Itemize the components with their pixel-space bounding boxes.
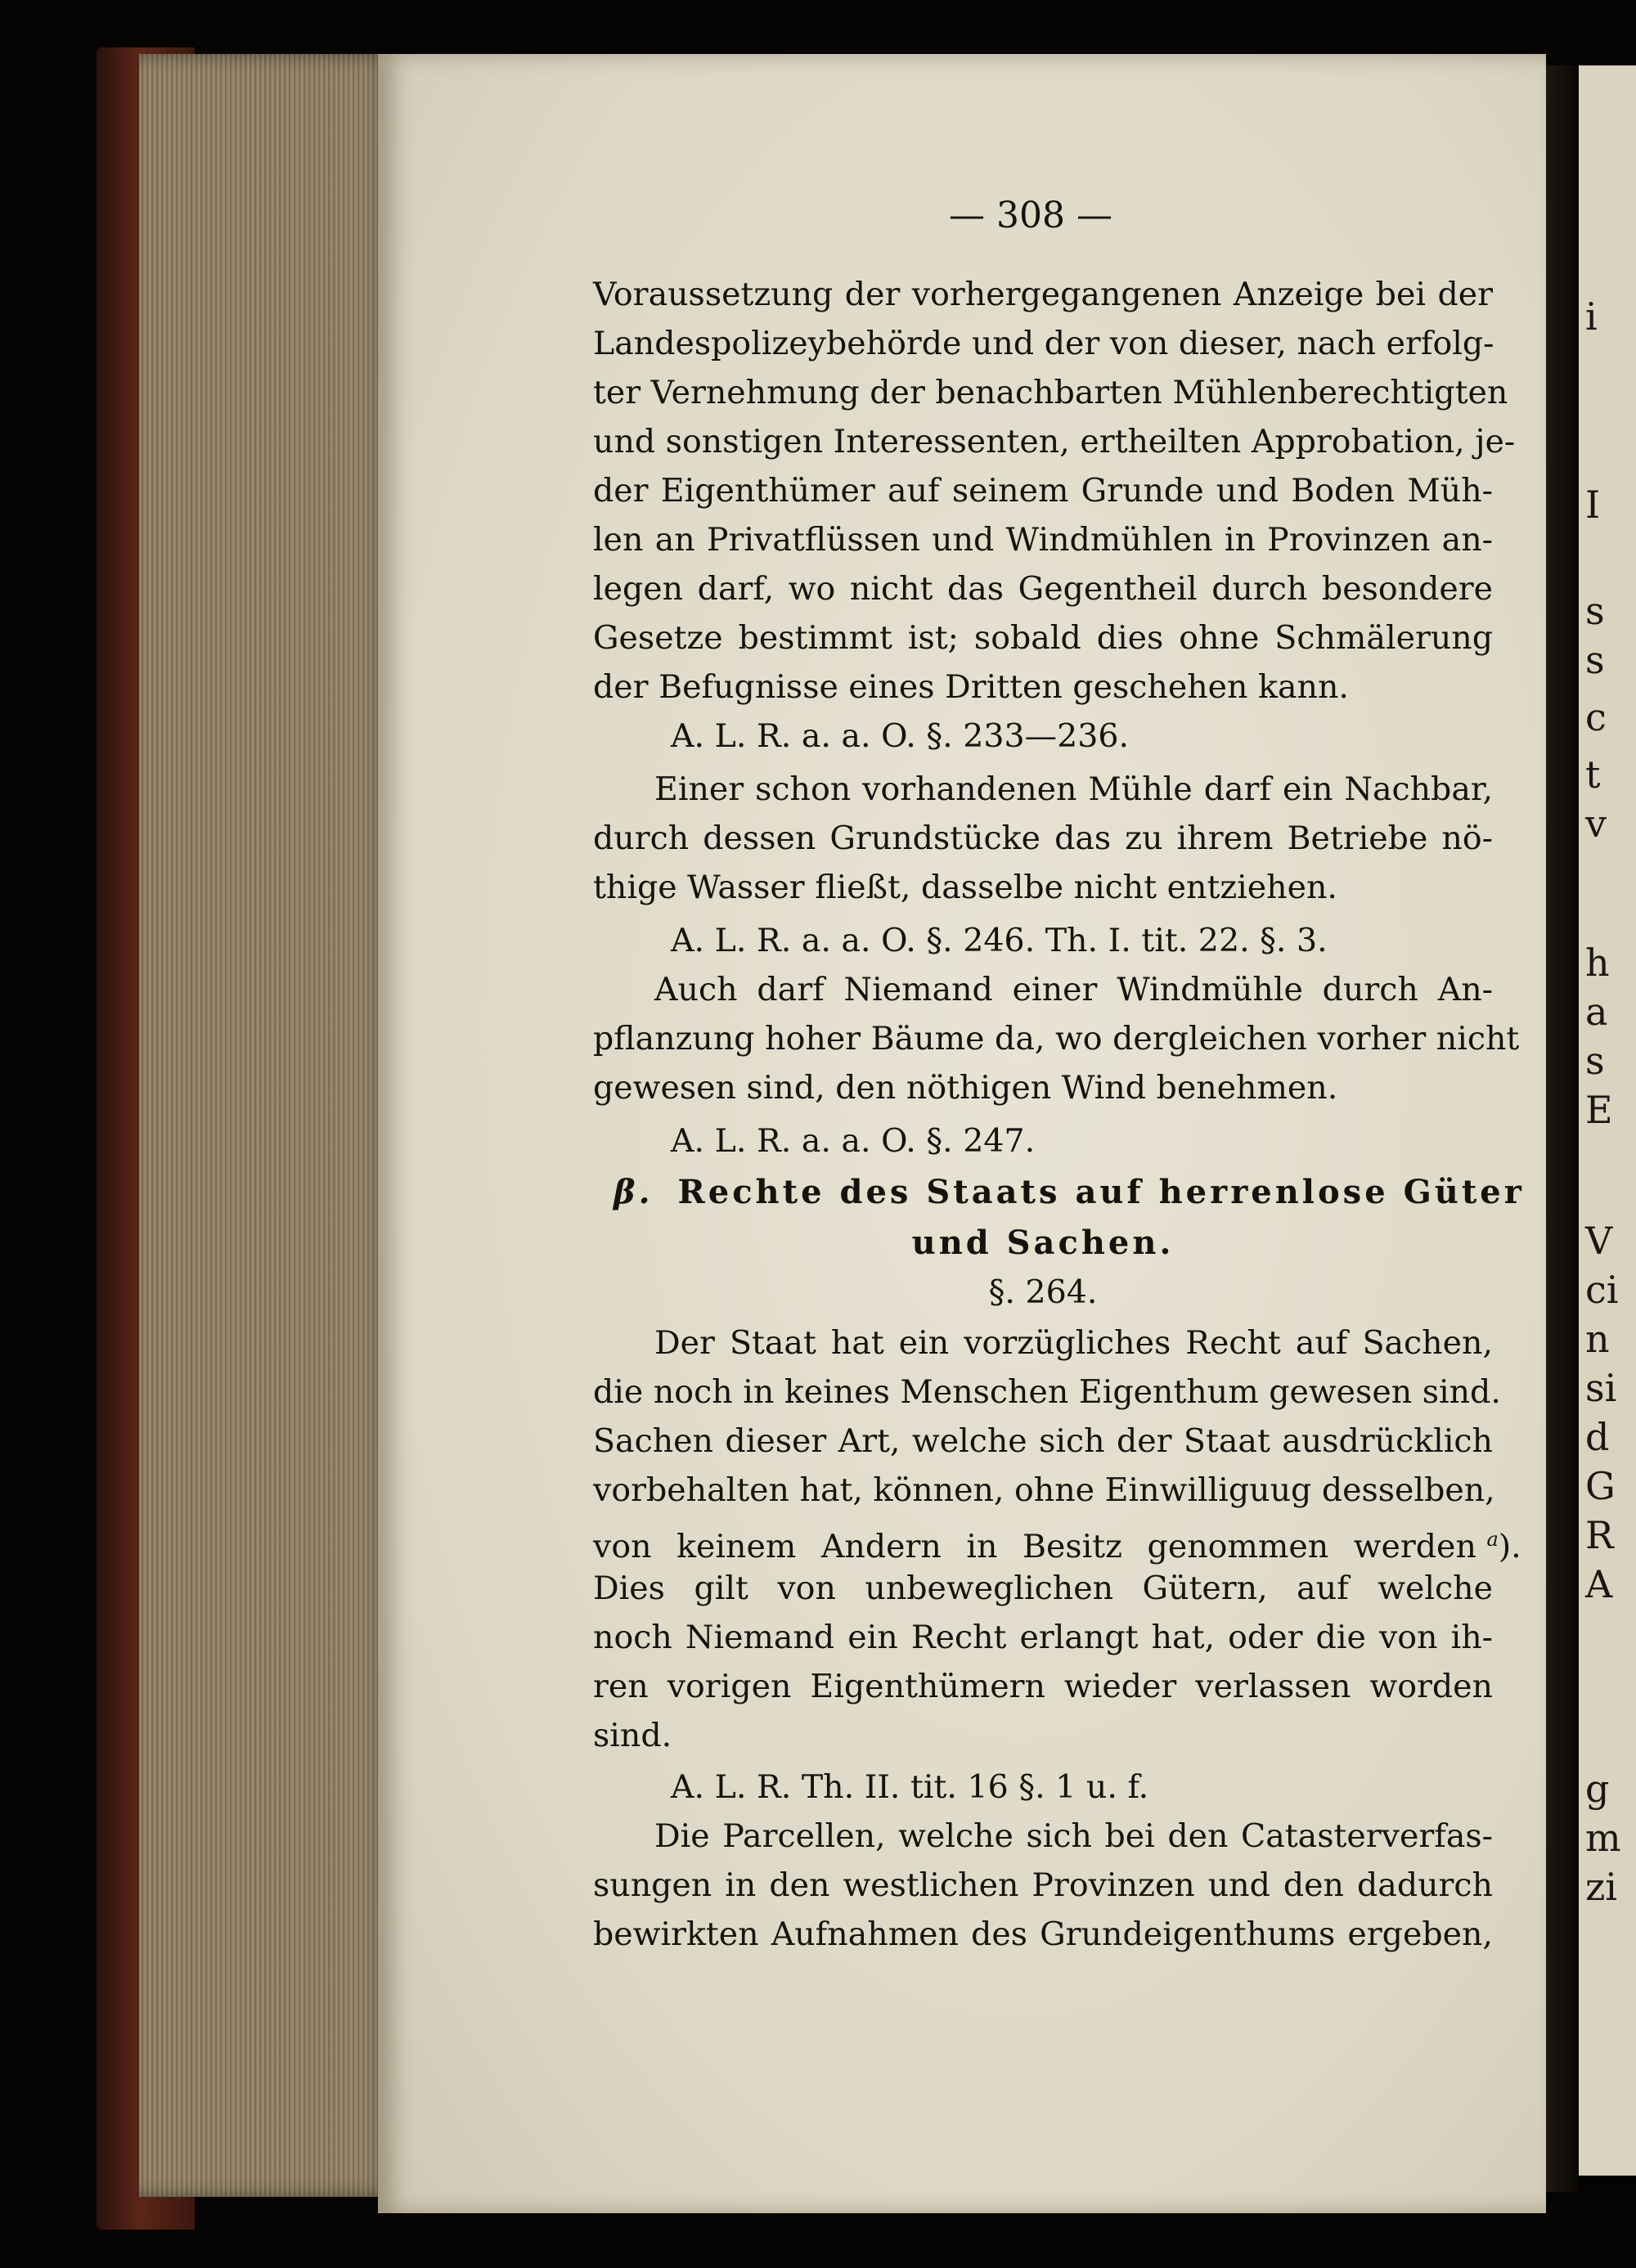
text-line: gewesen sind, den nöthigen Wind benehmen. [593, 1069, 1338, 1107]
adjacent-page-edge [1579, 65, 1636, 2176]
text-line: Einer schon vorhandenen Mühle darf ein Nachbar, [654, 770, 1493, 808]
fragment: c [1585, 695, 1607, 739]
text-line: die noch in keines Menschen Eigenthum gewesen sind. [593, 1373, 1501, 1411]
text-line: len an Privatflüssen und Windmühlen in Provinzen an- [593, 521, 1493, 559]
page-number: — 308 — [949, 195, 1112, 236]
section-heading [614, 1168, 1525, 1217]
fragment: s [1585, 638, 1605, 682]
heading-marker: β. [614, 1173, 654, 1211]
footnote-close: ). [1498, 1528, 1521, 1566]
legal-reference: A. L. R. a. a. O. §. 233—236. [671, 717, 1130, 755]
book-gutter [1546, 65, 1579, 2192]
text-line: Landespolizeybehörde und der von dieser, nach erfolg- [593, 325, 1494, 362]
text-line: Gesetze bestimmt ist; sobald dies ohne Schmälerung [593, 619, 1493, 657]
fragment: A [1585, 1562, 1613, 1606]
text-line: legen darf, wo nicht das Gegentheil durch besondere [593, 570, 1493, 608]
text-line: thige Wasser fließt, dasselbe nicht entziehen. [593, 869, 1337, 906]
fragment: h [1585, 941, 1610, 985]
heading-title: Rechte des Staats auf herrenlose Güter [677, 1173, 1525, 1211]
text-line: ter Vernehmung der benachbarten Mühlenberechtigten [593, 374, 1508, 411]
fragment: t [1585, 752, 1601, 797]
section-heading-continued: und Sachen. [911, 1224, 1175, 1262]
fragment: g [1585, 1767, 1610, 1811]
text-line: Sachen dieser Art, welche sich der Staat ausdrücklich [593, 1422, 1493, 1460]
fragment: s [1585, 589, 1605, 633]
fragment: zi [1585, 1865, 1617, 1909]
text-line: vorbehalten hat, können, ohne Einwilliguug desselben, [593, 1471, 1495, 1509]
text-line-with-footnote [593, 1515, 1521, 1571]
text-line: Der Staat hat ein vorzügliches Recht auf Sachen, [654, 1324, 1493, 1362]
text-line: ren vorigen Eigenthümern wieder verlassen worden [593, 1668, 1493, 1705]
fragment: V [1585, 1219, 1613, 1263]
fragment: G [1585, 1464, 1616, 1508]
fragment: I [1585, 483, 1601, 527]
fragment: v [1585, 802, 1607, 846]
legal-reference: A. L. R. Th. II. tit. 16 §. 1 u. f. [671, 1768, 1149, 1806]
text-line: durch dessen Grundstücke das zu ihrem Betriebe nö- [593, 820, 1493, 857]
fragment: n [1585, 1317, 1610, 1361]
legal-reference: A. L. R. a. a. O. §. 246. Th. I. tit. 22. §. 3. [671, 922, 1328, 959]
fragment: i [1585, 294, 1598, 339]
text-line: Die Parcellen, welche sich bei den Catasterverfas- [654, 1817, 1493, 1855]
text-line: bewirkten Aufnahmen des Grundeigenthums ergeben, [593, 1915, 1493, 1953]
text-line: der Befugnisse eines Dritten geschehen kann. [593, 668, 1349, 706]
fragment: s [1585, 1039, 1605, 1083]
fragment: ci [1585, 1268, 1619, 1312]
text-line: sind. [593, 1717, 672, 1754]
legal-reference: A. L. R. a. a. O. §. 247. [671, 1122, 1036, 1160]
fragment: d [1585, 1415, 1610, 1459]
text-line: der Eigenthümer auf seinem Grunde und Boden Müh- [593, 472, 1493, 510]
fragment: a [1585, 990, 1608, 1034]
fragment: si [1585, 1366, 1617, 1410]
text-line: Dies gilt von unbeweglichen Gütern, auf welche [593, 1570, 1493, 1607]
text-line: noch Niemand ein Recht erlangt hat, oder die von ih- [593, 1619, 1493, 1656]
text-line: Voraussetzung der vorhergegangenen Anzeige bei der [593, 276, 1493, 313]
text-line: und sonstigen Interessenten, ertheilten Approbation, je- [593, 423, 1516, 460]
page-edges [139, 54, 393, 2197]
text-line: Auch darf Niemand einer Windmühle durch An- [654, 971, 1493, 1008]
text-line: von keinem Andern in Besitz genommen werden [593, 1528, 1476, 1566]
fragment: R [1585, 1513, 1614, 1557]
text-line: sungen in den westlichen Provinzen und den dadurch [593, 1866, 1493, 1904]
section-number: §. 264. [988, 1273, 1098, 1311]
text-line: pflanzung hoher Bäume da, wo dergleichen vorher nicht [593, 1020, 1520, 1058]
fragment: E [1585, 1088, 1613, 1132]
fragment: m [1585, 1816, 1621, 1860]
footnote-marker: a [1486, 1528, 1499, 1551]
